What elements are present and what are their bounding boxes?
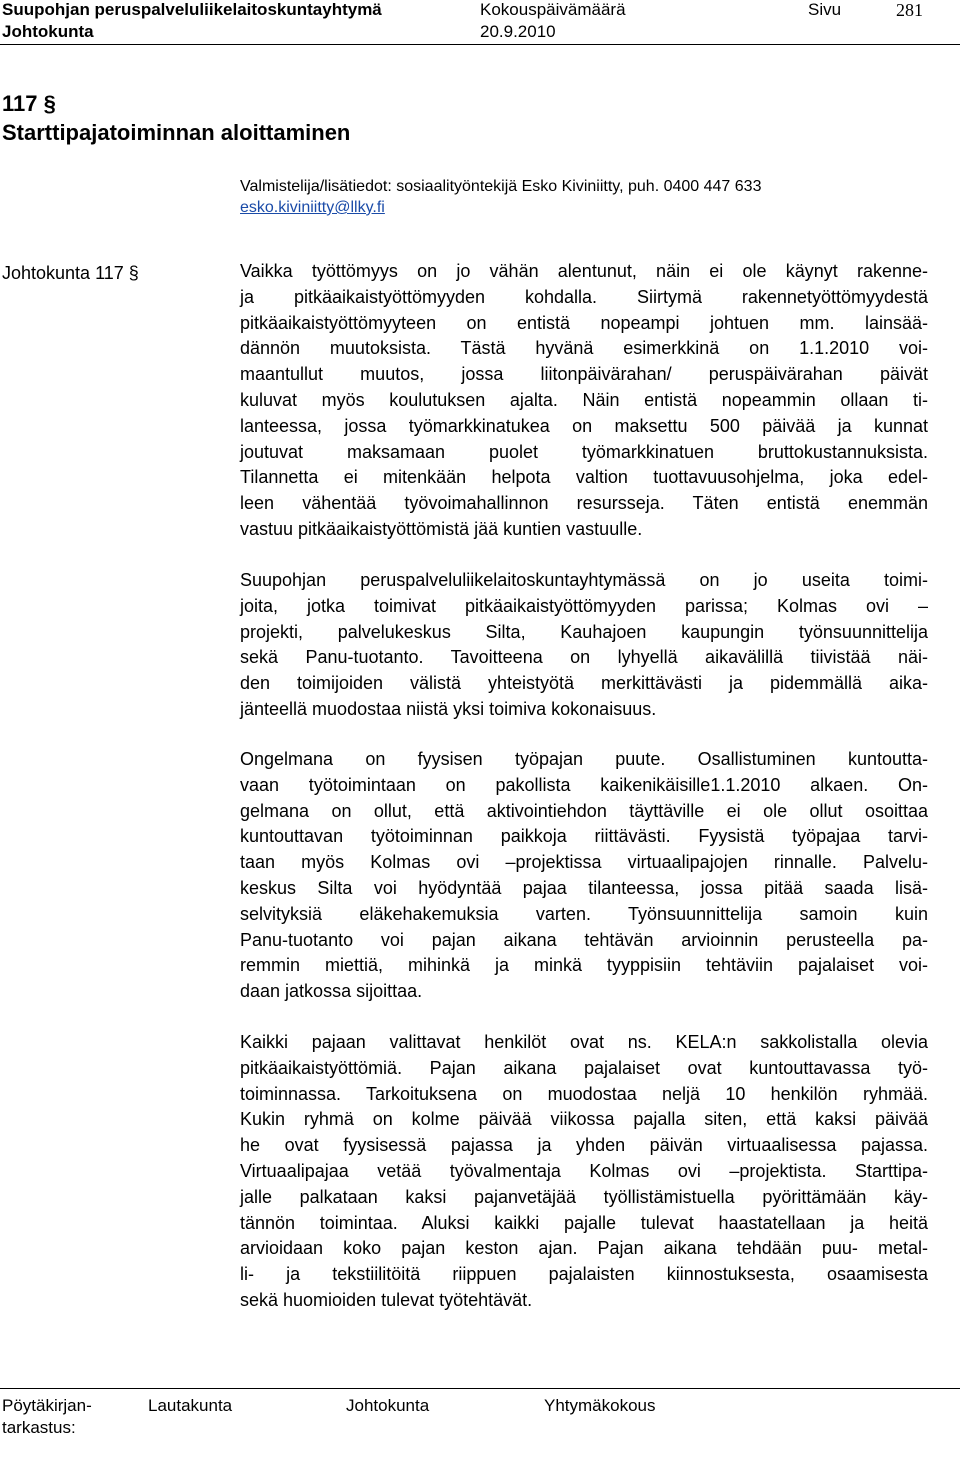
paragraph-line: taan myös Kolmas ovi –projektissa virtuaalipajojen rinnalle. Palvelu- <box>240 852 928 873</box>
joint-meeting-signature-field: Yhtymäkokous <box>544 1396 656 1415</box>
paragraph-line: den toimijoiden välistä yhteistyötä merkittävästi ja pidemmällä aika- <box>240 673 928 694</box>
paragraph-line: selvityksiä eläkehakemuksia varten. Työnsuunnittelija samoin kuin <box>240 903 928 924</box>
review-label-line-2: tarkastus: <box>2 1418 76 1437</box>
paragraph-line: pitkäaikaistyöttömiä. Pajan aikana pajalaiset ovat kuntouttavassa työ- <box>240 1057 928 1078</box>
paragraph-line: Panu-tuotanto voi pajan aikana tehtävän arvioinnin perusteella pa- <box>240 929 928 950</box>
paragraph-line: tännön toimintaa. Aluksi kaikki pajalle tulevat haastatellaan ja heitä <box>240 1212 928 1233</box>
footer-rule <box>0 1388 960 1389</box>
paragraph-line: Vaikka työttömyys on jo vähän alentunut, näin ei ole käynyt rakenne- <box>240 261 928 281</box>
board-signature-field: Lautakunta <box>148 1396 233 1415</box>
paragraph-line: jalle palkataan kaksi pajanvetäjää työllistämistuella pyörittämään käy- <box>240 1186 928 1207</box>
paragraph-line: vaan työtoimintaan on pakollista kaikenikäisille1.1.2010 alkaen. On- <box>240 774 928 795</box>
paragraph-line: Kukin ryhmä on kolme päivää viikossa pajalla siten, että kaksi päivää <box>240 1109 928 1130</box>
paragraph-line: Tilannetta ei mitenkään helpota valtion tuottavuusohjelma, joka edel- <box>240 467 928 488</box>
date-label: Kokouspäivämäärä <box>480 0 626 19</box>
paragraph-line: sekä huomioiden tulevat työtehtävät. <box>240 1289 533 1310</box>
meeting-date: 20.9.2010 <box>480 22 556 41</box>
paragraph-line: jänteellä muodostaa niistä yksi toimiva kokonaisuus. <box>240 698 657 719</box>
paragraph-line: toiminnassa. Tarkoituksena on muodostaa neljä 10 henkilön ryhmää. <box>240 1083 928 1104</box>
page-number: 281 <box>896 0 923 20</box>
paragraph-line: Kaikki pajaan valittavat henkilöt ovat ns. KELA:n sakkolistalla olevia <box>240 1032 928 1052</box>
paragraph-line: arvioidaan koko pajan keston ajan. Pajan aikana tehdään puu- metal- <box>240 1238 928 1259</box>
page-label: Sivu <box>808 0 842 19</box>
paragraph-line: he ovat fyysisessä pajassa ja yhden päivän virtuaalisessa pajassa. <box>240 1135 928 1156</box>
review-label <box>2 1395 92 1439</box>
paragraph-line: daan jatkossa sijoittaa. <box>240 981 423 1002</box>
paragraph-line: Suupohjan peruspalveluliikelaitoskuntayhtymässä on jo useita toimi- <box>240 570 928 590</box>
paragraph-2 <box>240 568 928 723</box>
paragraph-line: kuntouttavan työtoiminnan paikkoja riittävästi. Fyysistä työpajaa tarvi- <box>240 826 928 847</box>
agenda-item-label: Johtokunta 117 § <box>2 263 139 283</box>
paragraph-3 <box>240 747 928 1005</box>
paragraph-line: Virtuaalipajaa vetää työvalmentaja Kolmas ovi –projektista. Starttipa- <box>240 1160 928 1181</box>
paragraph-line: keskus Silta voi hyödyntää pajaa tilanteessa, jossa pitää saada lisä- <box>240 877 928 898</box>
paragraph-line: Ongelmana on fyysisen työpajan puute. Osallistuminen kuntoutta- <box>240 749 928 769</box>
body-name: Johtokunta <box>2 22 94 41</box>
paragraph-line: li- ja tekstiilitöitä riippuen pajalaisten kiinnostuksesta, osaamisesta <box>240 1264 928 1285</box>
paragraph-line: lanteessa, jossa työmarkkinatukea on maksettu 500 päivää ja kunnat <box>240 415 928 436</box>
paragraph-line: maantullut muutos, jossa liitonpäivärahan/ peruspäivärahan päivät <box>240 364 928 385</box>
section-number: 117 § <box>2 91 56 116</box>
organization-name: Suupohjan peruspalveluliikelaitoskuntayhtymä <box>2 0 382 19</box>
paragraph-line: remmin miettiä, mihinkä ja minkä tyyppisiin tehtäviin pajalaiset voi- <box>240 955 928 976</box>
paragraph-line: sekä Panu-tuotanto. Tavoitteena on lyhyellä aikavälillä tiivistää näi- <box>240 647 928 668</box>
preparer-email-link[interactable]: esko.kiviniitty@llky.fi <box>240 199 385 216</box>
paragraph-line: projekti, palvelukeskus Silta, Kauhajoen kaupungin työnsuunnittelija <box>240 621 928 642</box>
paragraph-line: ja pitkäaikaistyöttömyyden kohdalla. Siirtymä rakennetyöttömyydestä <box>240 286 928 307</box>
paragraph-line: joutuvat maksamaan puolet työmarkkinatuen bruttokustannuksista. <box>240 441 928 462</box>
paragraph-line: gelmana on ollut, että aktivointiehdon täyttäville ei ole ollut osoittaa <box>240 800 928 821</box>
paragraph-line: kuluvat myös koulutuksen ajalta. Näin entistä nopeammin ollaan ti- <box>240 389 928 410</box>
paragraph-line: leen vähentää työvoimahallinnon resursseja. Täten entistä enemmän <box>240 493 928 514</box>
preparer-info: Valmistelija/lisätiedot: sosiaalityöntekijä Esko Kiviniitty, puh. 0400 447 633 <box>240 178 762 195</box>
header-rule <box>0 44 960 45</box>
section-title: Starttipajatoiminnan aloittaminen <box>2 120 351 145</box>
paragraph-line: pitkäaikaistyöttömyyteen on entistä nopeampi johtuen mm. lainsää- <box>240 312 928 333</box>
review-label-line-1: Pöytäkirjan- <box>2 1396 92 1415</box>
paragraph-line: dännön muutoksista. Tästä hyvänä esimerkkinä on 1.1.2010 voi- <box>240 338 928 359</box>
committee-signature-field: Johtokunta <box>346 1396 430 1415</box>
paragraph-line: joita, jotka toimivat pitkäaikaistyöttömyyden parissa; Kolmas ovi – <box>240 595 928 616</box>
paragraph-4 <box>240 1030 928 1314</box>
paragraph-line: vastuu pitkäaikaistyöttömistä jää kuntien vastuulle. <box>240 518 643 539</box>
paragraph-1 <box>240 259 928 543</box>
